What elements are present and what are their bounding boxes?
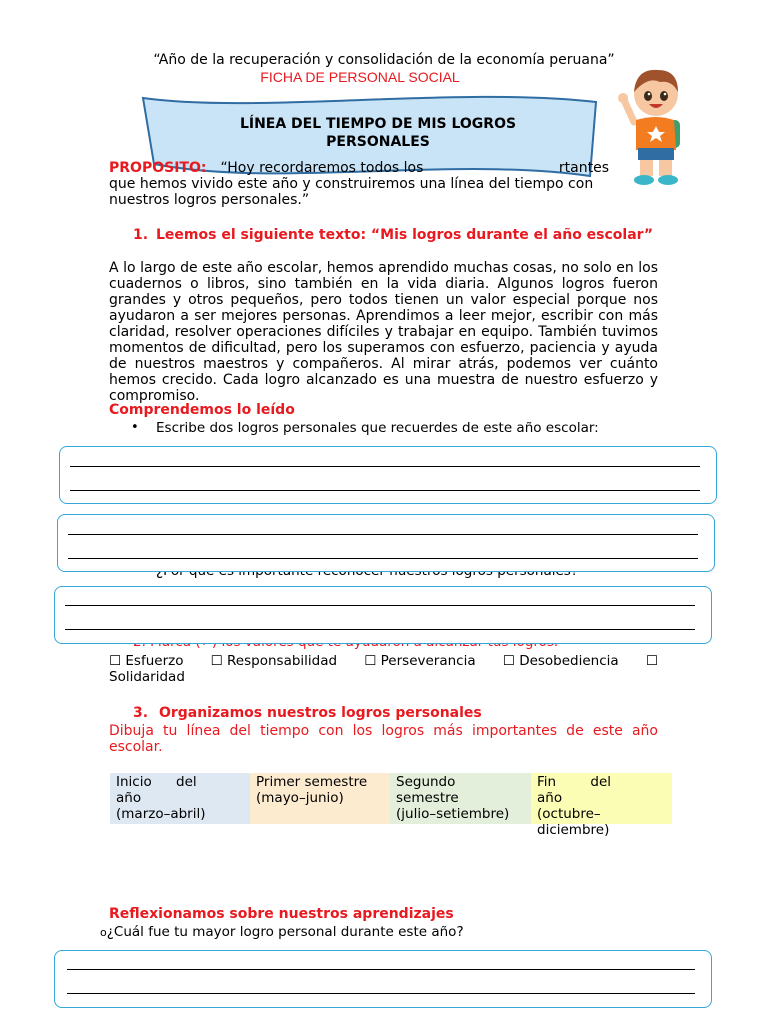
timeline-cell-primer-semestre bbox=[250, 773, 390, 824]
option-desobediencia[interactable]: ☐ Desobediencia bbox=[502, 653, 619, 669]
timeline-cell-segundo-semestre bbox=[390, 773, 531, 824]
section-3-title: Organizamos nuestros logros personales bbox=[158, 705, 482, 721]
purpose-line-3: nuestros logros personales.” bbox=[109, 192, 310, 208]
answer-line bbox=[65, 629, 695, 630]
timeline-cell-text: Primer semestre bbox=[256, 774, 368, 790]
title-line-1: LÍNEA DEL TIEMPO DE MIS LOGROS bbox=[239, 116, 517, 132]
timeline-cell-text: Segundo bbox=[396, 774, 456, 790]
reflection-question-text: ¿Cuál fue tu mayor logro personal durante este año? bbox=[106, 924, 464, 940]
answer-line bbox=[67, 969, 695, 970]
ficha-title: FICHA DE PERSONAL SOCIAL bbox=[260, 69, 460, 85]
page-title bbox=[200, 115, 556, 151]
answer-line bbox=[65, 605, 695, 606]
answer-line bbox=[70, 466, 700, 467]
section-3-number: 3. bbox=[133, 705, 149, 721]
section-3-heading bbox=[133, 705, 482, 721]
reflection-heading: Reflexionamos sobre nuestros aprendizajes bbox=[109, 906, 454, 922]
purpose-label: PROPOSITO: bbox=[109, 160, 207, 176]
boy-waving-illustration bbox=[616, 62, 696, 190]
motto-heading: “Año de la recuperación y consolidación de la economía peruana” bbox=[153, 52, 615, 68]
timeline-cell-subtext: (octubre– bbox=[537, 806, 601, 822]
timeline-cell-text: Fin del año bbox=[537, 774, 612, 806]
reading-paragraph: A lo largo de este año escolar, hemos aprendido muchas cosas, no solo en los cuadernos o libros, sino también en la vida diaria. Algunos logros fueron grandes y otros pequeños, pero todos tienen un valor especial porque nos ayudaron a ser mejores personas. Aprendimos a leer mejor, escribir con más claridad, resolver operaciones difíciles y trabajar en equipo. También tuvimos momentos de dificultad, pero los superamos con esfuerzo, paciencia y ayuda de nuestros maestros y compañeros. Al mirar atrás, podemos ver cuánto hemos crecido. Cada logro alcanzado es una muestra de nuestro esfuerzo y compromiso. bbox=[109, 260, 658, 404]
option-solidaridad-checkbox[interactable]: ☐ bbox=[645, 653, 658, 669]
option-esfuerzo[interactable]: ☐ Esfuerzo bbox=[109, 653, 184, 669]
option-responsabilidad[interactable]: ☐ Responsabilidad bbox=[210, 653, 338, 669]
answer-box-4[interactable] bbox=[54, 950, 712, 1008]
option-perseverancia[interactable]: ☐ Perseverancia bbox=[364, 653, 476, 669]
timeline-cell-subtext: diciembre) bbox=[537, 822, 610, 838]
answer-box-2[interactable] bbox=[57, 514, 715, 572]
timeline-cell-subtext: (marzo–abril) bbox=[116, 806, 206, 822]
section-1-number: 1. bbox=[133, 227, 149, 243]
timeline-cell-subtext: (julio–setiembre) bbox=[396, 806, 510, 822]
section-3-instructions: Dibuja tu línea del tiempo con los logros más importantes de este año escolar. bbox=[109, 723, 658, 755]
answer-box-1[interactable] bbox=[59, 446, 717, 504]
comprehension-heading: Comprendemos lo leído bbox=[109, 402, 295, 418]
purpose-line-2: que hemos vivido este año y construiremos una línea del tiempo con bbox=[109, 176, 594, 192]
timeline-cell-fin bbox=[531, 773, 672, 838]
option-solidaridad-label: Solidaridad bbox=[109, 669, 185, 685]
answer-line bbox=[68, 534, 698, 535]
answer-line bbox=[67, 993, 695, 994]
purpose-line-1-end: rtantes bbox=[558, 160, 609, 176]
bullet-marker: • bbox=[131, 420, 139, 435]
section-1-title: Leemos el siguiente texto: “Mis logros durante el año escolar” bbox=[156, 227, 654, 243]
purpose-line-1: “Hoy recordaremos todos los bbox=[220, 160, 424, 176]
values-checklist bbox=[109, 653, 658, 685]
timeline-cell-text: Inicio del año bbox=[116, 774, 197, 806]
question-1: Escribe dos logros personales que recuerdes de este año escolar: bbox=[156, 420, 599, 436]
timeline-cell-inicio bbox=[110, 773, 250, 824]
timeline-cell-subtext: (mayo–junio) bbox=[256, 790, 344, 806]
purpose-statement bbox=[109, 160, 609, 208]
timeline-cell-subtext: semestre bbox=[396, 790, 459, 806]
answer-line bbox=[68, 558, 698, 559]
answer-box-3[interactable] bbox=[54, 586, 712, 644]
answer-line bbox=[70, 490, 700, 491]
title-line-2: PERSONALES bbox=[326, 134, 430, 150]
reflection-question bbox=[100, 924, 464, 940]
circle-bullet: o bbox=[100, 926, 107, 939]
section-1-heading bbox=[133, 227, 658, 243]
